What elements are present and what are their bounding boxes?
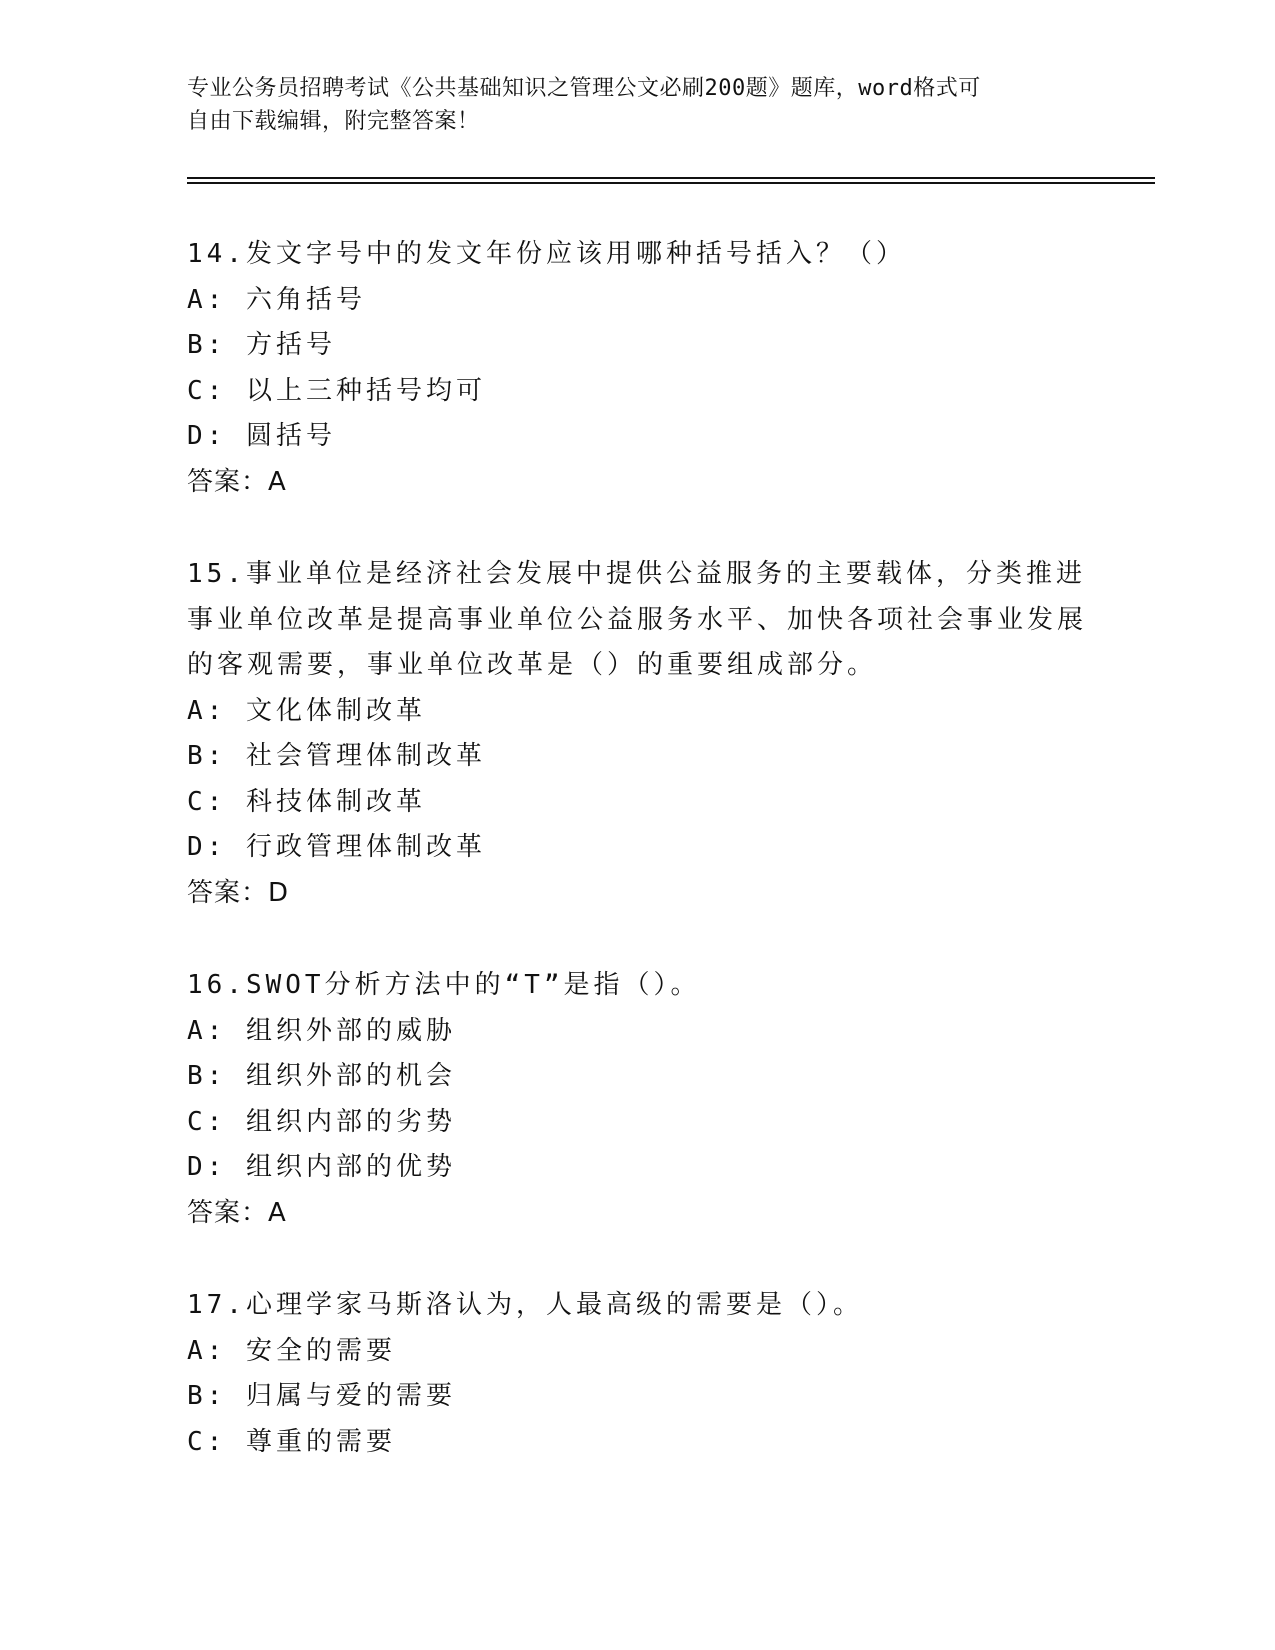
option-a: A: 六角括号: [187, 284, 366, 315]
question-stem: 15.事业单位是经济社会发展中提供公益服务的主要载体，分类推进事业单位改革是提高事业单位公益服务水平、加快各项社会事业发展的客观需要，事业单位改革是（）的重要组成部分。: [187, 559, 1088, 680]
header-divider-top: [187, 177, 1155, 179]
option-d: D: 行政管理体制改革: [187, 832, 486, 862]
header-line-2: 自由下载编辑，附完整答案！: [187, 109, 480, 134]
option-b: B: 组织外部的机会: [187, 1061, 456, 1091]
option-c: C: 以上三种括号均可: [187, 375, 486, 406]
option-d: D: 圆括号: [187, 421, 336, 451]
option-b: B: 社会管理体制改革: [187, 741, 486, 771]
option-b: B: 方括号: [187, 330, 336, 360]
question-15: [187, 552, 1087, 916]
question-stem: 17.心理学家马斯洛认为，人最高级的需要是（）。: [187, 1290, 863, 1320]
option-a: A: 组织外部的威胁: [187, 1015, 456, 1046]
option-c: C: 组织内部的劣势: [187, 1106, 456, 1137]
question-list: [187, 232, 1087, 1512]
question-stem: 14.发文字号中的发文年份应该用哪种括号括入？（）: [187, 239, 906, 269]
answer-label: 答案：A: [187, 1197, 287, 1228]
document-header: [187, 72, 1067, 138]
header-line-1: 专业公务员招聘考试《公共基础知识之管理公文必刷200题》题库，word格式可: [187, 76, 981, 101]
option-c: C: 科技体制改革: [187, 786, 426, 817]
option-c: C: 尊重的需要: [187, 1426, 396, 1457]
option-b: B: 归属与爱的需要: [187, 1381, 456, 1411]
question-17: [187, 1283, 1087, 1465]
option-d: D: 组织内部的优势: [187, 1152, 456, 1182]
answer-label: 答案：A: [187, 466, 287, 497]
question-14: [187, 232, 1087, 505]
question-stem: 16.SWOT分析方法中的“T”是指（）。: [187, 970, 701, 1000]
question-16: [187, 963, 1087, 1236]
option-a: A: 文化体制改革: [187, 695, 426, 726]
option-a: A: 安全的需要: [187, 1335, 396, 1366]
answer-label: 答案：D: [187, 877, 290, 908]
header-divider-bottom: [187, 182, 1155, 184]
